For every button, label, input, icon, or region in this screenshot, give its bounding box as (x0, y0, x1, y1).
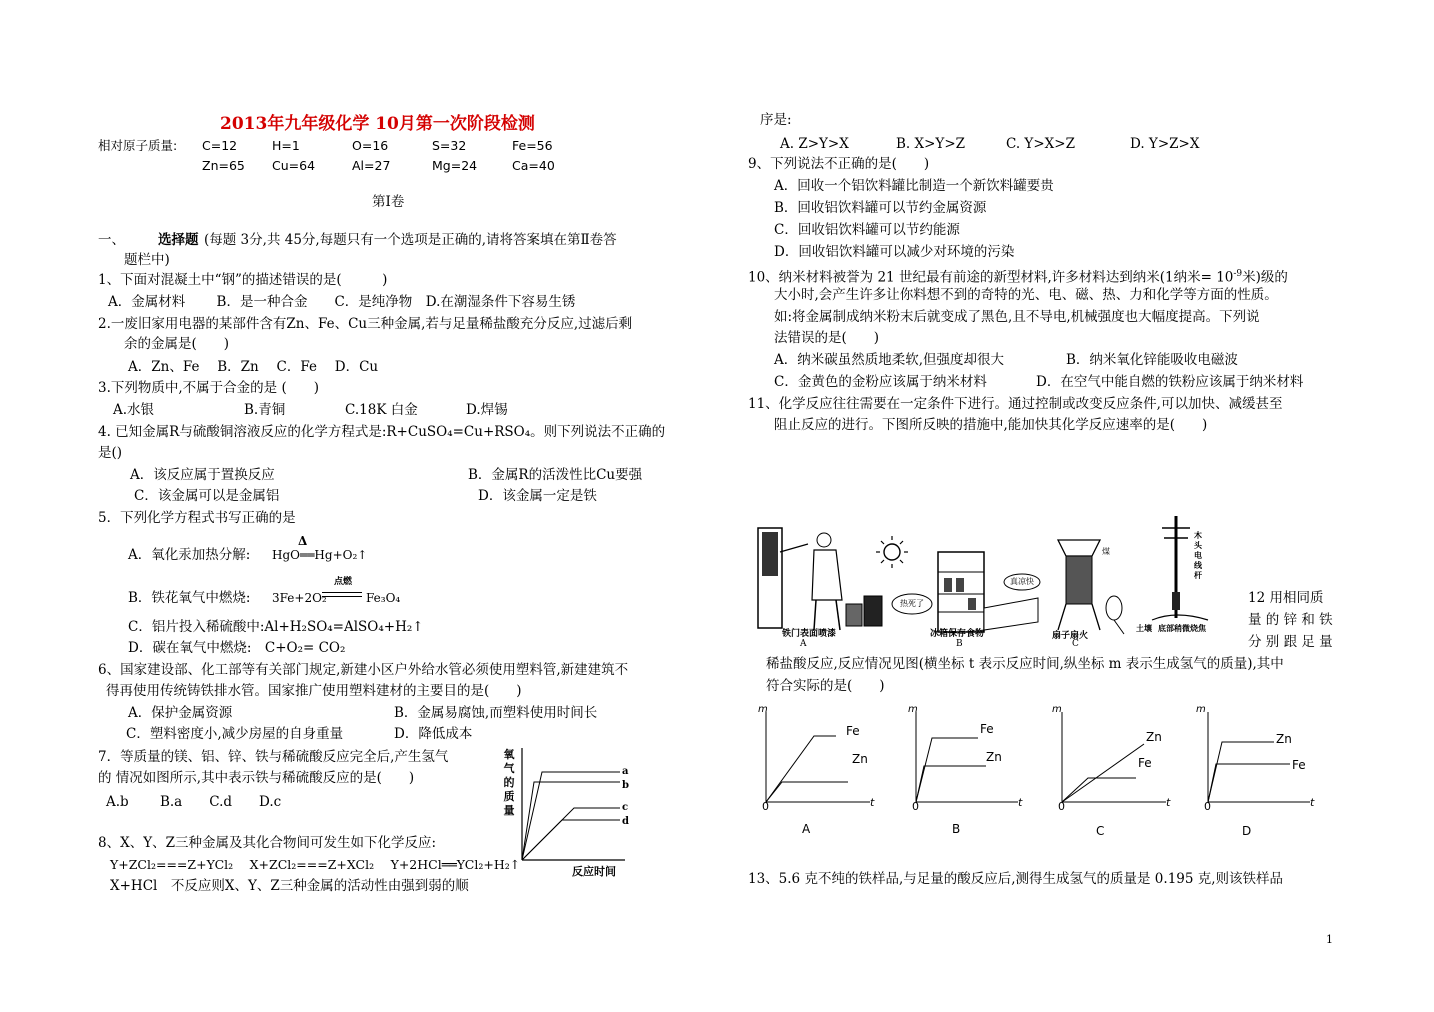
q6-option-c: C．塑料密度小,减少房屋的自身重量 (126, 726, 344, 742)
q12-a-curve-fe (766, 736, 836, 802)
q12-graph-c-svg (1048, 702, 1188, 842)
q2-stem: 2.一废旧家用电器的某部件含有Zn、Fe、Cu三种金属,若与足量稀盐酸充分反应,过滤后剩 (98, 316, 633, 332)
q5-option-b-left: 3Fe+2O₂ (272, 591, 327, 605)
q11-fan-label: 煤 (1102, 547, 1110, 556)
q12-c-axis-m: m (1052, 704, 1062, 715)
q10-option-b: B．纳米氧化锌能吸收电磁波 (1066, 352, 1238, 368)
q7-graph (500, 748, 640, 883)
q7-label-c: c (622, 802, 629, 813)
q11-caption-a: 铁门表面喷漆 (782, 629, 837, 639)
atomic-mass-h: H=1 (272, 138, 300, 153)
q7-graph-svg (500, 748, 640, 883)
q12-b-axis-t: t (1018, 796, 1023, 809)
q11-pole-label-5: 杆 (1194, 570, 1202, 580)
q6-stem-2: 得再使用传统铸铁排水管。国家推广使用塑料建材的主要目的是( ) (106, 683, 522, 699)
q7-stem-2: 的 情况如图所示,其中表示铁与稀硫酸反应的是( ) (98, 770, 415, 786)
q12-a-origin: 0 (762, 800, 769, 813)
q1-stem: 1、下面对混凝土中“钢”的描述错误的是( ) (98, 272, 388, 288)
q12-d-axis-t: t (1310, 796, 1315, 809)
q11-pole-label-4: 线 (1194, 560, 1202, 570)
q9-option-b: B．回收铝饮料罐可以节约金属资源 (774, 200, 987, 216)
q4-option-c: C．该金属可以是金属铝 (134, 488, 280, 504)
q11-caption-d: 底部稍微烧焦 (1158, 623, 1206, 633)
q2-options: A．Zn、Fe B．Zn C．Fe D．Cu (128, 359, 379, 375)
q12-c-curve-zn (1062, 744, 1144, 802)
q5-option-b-label: B．铁花氧气中燃烧: (128, 590, 251, 606)
q11-illustration (752, 512, 1242, 652)
volume-title: 第Ⅰ卷 (372, 194, 405, 210)
page-title: 2013年九年级化学 10月第一次阶段检测 (220, 114, 535, 134)
q10-stem-pre: 10、纳米材料被誉为 21 世纪最有前途的新型材料,许多材料达到纳米(1纳米= 10 (748, 269, 1234, 286)
q7-curve-a (522, 772, 620, 860)
q7-stem: 7．等质量的镁、铝、锌、铁与稀硫酸反应完全后,产生氢气 (98, 749, 449, 765)
q12-stem-2: 稀盐酸反应,反应情况见图(横坐标 t 表示反应时间,纵坐标 m 表示生成氢气的质量),其中 (766, 656, 1284, 672)
q8-option-c: C. Y>X>Z (1006, 136, 1075, 152)
q12-stem: 12 用相同质 (1248, 590, 1324, 606)
atomic-mass-cu: Cu=64 (272, 158, 316, 173)
q4-option-d: D．该金属一定是铁 (478, 488, 597, 504)
q12-c-axis-t: t (1166, 796, 1171, 809)
q12-a-label-top: Fe (846, 724, 860, 738)
q12-graph-c (1048, 702, 1188, 842)
q12-d-curve-fe (1208, 764, 1290, 802)
q12-b-label-top: Fe (980, 722, 994, 736)
q12-a-axis-m: m (758, 704, 768, 715)
q8-option-b: B. X>Y>Z (896, 136, 966, 152)
q11-letter-c: C (1072, 639, 1079, 649)
q6-option-b: B．金属易腐蚀,而塑料使用时间长 (394, 705, 598, 721)
q12-b-axis-m: m (908, 704, 918, 715)
atomic-mass-label: 相对原子质量: (98, 138, 178, 153)
q12-graph-b (902, 702, 1042, 842)
q7-graph-ylabel-2: 气 (503, 762, 515, 775)
q7-label-d: d (622, 816, 629, 827)
q12-graph-d (1194, 702, 1334, 842)
q6-option-a: A．保护金属资源 (128, 705, 233, 721)
q1-options: A．金属材料 B．是一种合金 C．是纯净物 D.在潮湿条件下容易生锈 (108, 294, 576, 310)
q11-pole-label-3: 电 (1194, 550, 1202, 560)
q4-option-b: B．金属R的活泼性比Cu要强 (468, 467, 643, 483)
q12-b-label-bottom: Zn (986, 750, 1002, 764)
atomic-mass-c: C=12 (202, 138, 238, 153)
q6-option-d: D．降低成本 (394, 726, 473, 742)
q10-option-c: C．金黄色的金粉应该属于纳米材料 (774, 374, 987, 390)
q12-stem-b: 量 的 锌 和 铁 (1248, 612, 1333, 628)
q12-graph-d-svg (1194, 702, 1334, 842)
q12-b-curve-fe (916, 738, 978, 802)
q12-c-label-top: Zn (1146, 730, 1162, 744)
q5-option-a-label: A．氧化汞加热分解: (128, 547, 251, 563)
q11-stem-2: 阻止反应的进行。下图所反映的措施中,能加快其化学反应速率的是( ) (774, 417, 1208, 433)
q11-caption-soil: 土壤 (1136, 623, 1152, 633)
q12-c-curve-fe (1062, 778, 1136, 802)
q10-stem-post: 米)级的 (1242, 269, 1288, 286)
q11-caption-b: 冰箱保存食物 (930, 629, 985, 639)
q7-curve-d (522, 820, 620, 860)
q5-option-b-condition: 点燃 (334, 577, 353, 587)
q5-option-a-equation: HgO══Hg+O₂↑ (272, 548, 368, 562)
q12-d-label-top: Zn (1276, 732, 1292, 746)
q5-equals-top (322, 592, 362, 593)
q12-d-curve-zn (1208, 742, 1274, 802)
q9-option-c: C．回收铝饮料罐可以节约能源 (774, 222, 960, 238)
q5-option-d: D．碳在氧气中燃烧: C+O₂= CO₂ (128, 640, 346, 656)
q4-option-a: A．该反应属于置换反应 (130, 467, 275, 483)
q4-stem-2: 是() (98, 445, 123, 461)
q11-letter-a: A (800, 639, 807, 649)
atomic-mass-al: Al=27 (352, 158, 391, 173)
q12-b-origin: 0 (912, 800, 919, 813)
q5-option-a-condition: Δ (298, 534, 308, 548)
q12-b-letter: B (952, 822, 961, 836)
q11-letter-b: B (956, 639, 963, 649)
q12-c-letter: C (1096, 824, 1105, 838)
section-name: 选择题 (158, 232, 199, 248)
q12-graph-b-svg (902, 702, 1042, 842)
q8-option-d: D. Y>Z>X (1130, 136, 1200, 152)
q10-option-a: A．纳米碳虽然质地柔软,但强度却很大 (774, 352, 1005, 368)
page-number: 1 (1326, 933, 1333, 946)
q9-option-a: A．回收一个铝饮料罐比制造一个新饮料罐要贵 (774, 178, 1054, 194)
q4-stem: 4. 已知金属R与硫酸铜溶液反应的化学方程式是:R+CuSO₄=Cu+RSO₄。则下列说法不正确的 (98, 424, 666, 440)
q11-stem: 11、化学反应往往需要在一定条件下进行。通过控制或改变反应条件,可以加快、减缓甚至 (748, 396, 1283, 412)
q5-option-b-right: Fe₃O₄ (366, 591, 401, 605)
q12-d-label-bottom: Fe (1292, 758, 1306, 772)
q12-stem-3: 符合实际的是( ) (766, 678, 885, 694)
q7-options: A.b B.a C.d D.c (106, 794, 282, 810)
q8-equations-2: X+HCl 不反应则X、Y、Z三种金属的活动性由强到弱的顺 (110, 878, 469, 894)
q12-a-letter: A (802, 822, 811, 836)
q11-caption-c: 扇子扇火 (1052, 631, 1089, 641)
q7-graph-ylabel-5: 量 (503, 804, 515, 817)
q12-d-origin: 0 (1204, 800, 1211, 813)
q3-stem: 3.下列物质中,不属于合金的是 ( ) (98, 380, 319, 396)
atomic-mass-mg: Mg=24 (432, 158, 478, 173)
q11-bubble-hot: 热死了 (900, 599, 924, 608)
q5-equals-bottom (322, 596, 362, 597)
q7-curve-c (522, 808, 620, 860)
q12-stem-c: 分 别 跟 足 量 (1248, 634, 1333, 650)
q9-option-d: D．回收铝饮料罐可以减少对环境的污染 (774, 244, 1015, 260)
q13-stem: 13、5.6 克不纯的铁样品,与足量的酸反应后,测得生成氢气的质量是 0.195 克,则该铁样品 (748, 871, 1284, 887)
q3-option-a: A.水银 (113, 402, 155, 418)
atomic-mass-o: O=16 (352, 138, 389, 153)
q10-stem (748, 264, 1288, 288)
q11-pole-label-2: 头 (1194, 540, 1202, 550)
q5-stem: 5．下列化学方程式书写正确的是 (98, 510, 296, 526)
q3-option-b: B.青铜 (244, 402, 286, 418)
atomic-mass-zn: Zn=65 (202, 158, 245, 173)
q3-option-c: C.18K 白金 (345, 402, 418, 418)
q12-a-axis-t: t (870, 796, 875, 809)
q7-graph-ylabel-1: 氧 (503, 748, 515, 761)
q8-equations: Y+ZCl₂===Z+YCl₂ X+ZCl₂===Z+XCl₂ Y+2HCl══YCl₂+H₂↑ (110, 857, 521, 872)
q8-option-a: A. Z>Y>X (780, 136, 849, 152)
q8-continued: 序是: (760, 112, 792, 128)
q12-c-origin: 0 (1058, 800, 1065, 813)
q7-label-b: b (622, 780, 629, 791)
q12-d-letter: D (1242, 824, 1252, 838)
q10-stem-3: 如:将金属制成纳米粉末后就变成了黑色,且不导电,机械强度也大幅度提高。下列说 (774, 309, 1260, 325)
q9-stem: 9、下列说法不正确的是( ) (748, 156, 930, 172)
q10-stem-2: 大小时,会产生许多让你料想不到的奇特的光、电、磁、热、力和化学等方面的性质。 (774, 287, 1278, 303)
q11-pole-label-1: 木 (1194, 530, 1202, 540)
q12-d-axis-m: m (1196, 704, 1206, 715)
q11-bubble-cool: 真凉快 (1010, 577, 1034, 586)
atomic-mass-ca: Ca=40 (512, 158, 555, 173)
q7-graph-ylabel-4: 质 (503, 790, 515, 803)
q12-graph-a-svg (752, 702, 892, 842)
q6-stem: 6、国家建设部、化工部等有关部门规定,新建小区户外给水管必须使用塑料管,新建建筑不 (98, 662, 629, 678)
q10-stem-4: 法错误的是( ) (774, 330, 880, 346)
q5-option-c: C．铝片投入稀硫酸中:Al+H₂SO₄=AlSO₄+H₂↑ (128, 619, 424, 635)
atomic-mass-s: S=32 (432, 138, 467, 153)
q12-b-curve-zn (916, 766, 986, 802)
q3-option-d: D.焊锡 (466, 402, 508, 418)
section-number: 一、 (98, 232, 125, 248)
q2-stem-2: 余的金属是( ) (124, 336, 230, 352)
section-desc: (每题 3分,共 45分,每题只有一个选项是正确的,请将答案填在第Ⅱ卷答 (204, 232, 617, 248)
q8-stem: 8、X、Y、Z三种金属及其化合物间可发生如下化学反应: (98, 835, 437, 851)
q7-graph-ylabel-3: 的 (503, 776, 515, 789)
q7-graph-xlabel: 反应时间 (572, 865, 616, 878)
atomic-mass-fe: Fe=56 (512, 138, 553, 153)
q12-a-label-bottom: Zn (852, 752, 868, 766)
q12-graph-a (752, 702, 892, 842)
q10-stem-sup: -9 (1233, 269, 1243, 279)
q7-label-a: a (622, 766, 629, 777)
q10-option-d: D．在空气中能自燃的铁粉应该属于纳米材料 (1036, 374, 1304, 390)
q12-c-label-bottom: Fe (1138, 756, 1152, 770)
section-desc-2: 题栏中) (124, 252, 170, 268)
